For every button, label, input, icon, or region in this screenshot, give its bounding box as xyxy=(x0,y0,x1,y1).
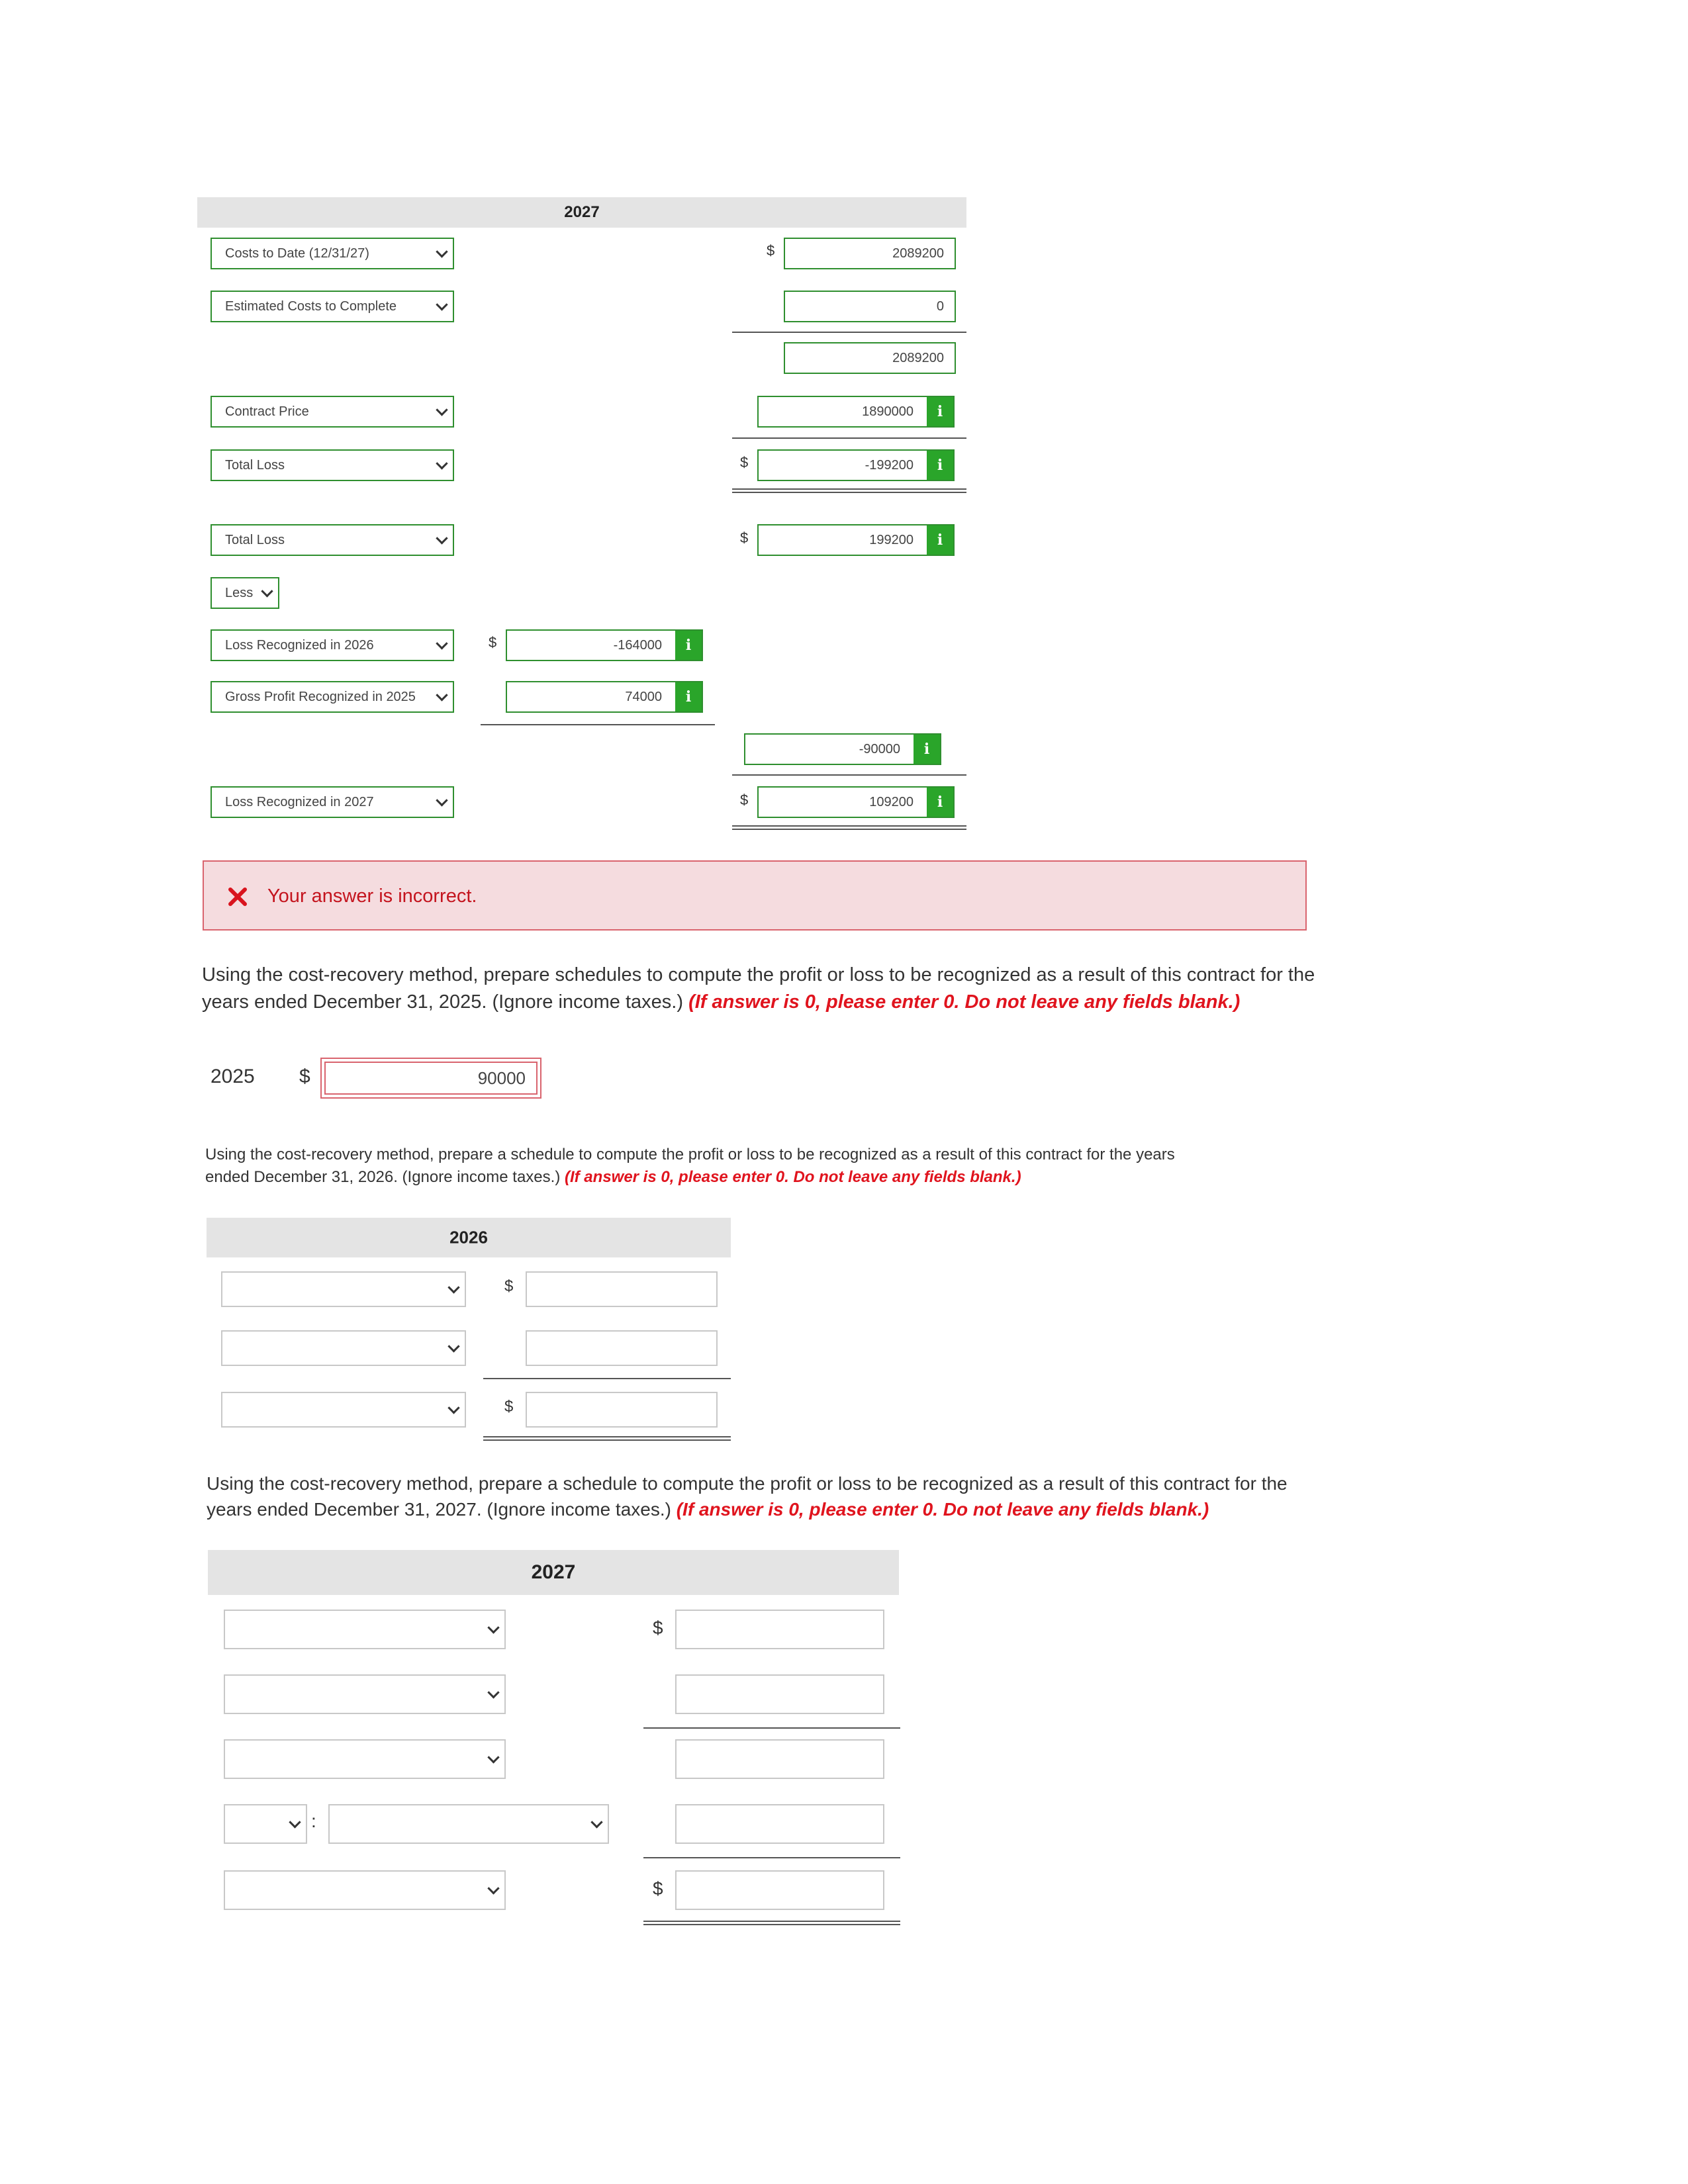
value-input-total-loss[interactable] xyxy=(757,449,955,481)
answer-input-2025-outline xyxy=(320,1058,541,1099)
double-underline-rule xyxy=(732,825,966,830)
double-underline-rule xyxy=(483,1436,731,1441)
input-value: -199200 xyxy=(865,457,914,473)
row-label-select-total-loss[interactable] xyxy=(211,449,454,481)
row-select-2026-1[interactable] xyxy=(221,1271,466,1307)
info-icon[interactable]: i xyxy=(927,788,953,817)
instruction-note: (If answer is 0, please enter 0. Do not leave any fields blank.) xyxy=(688,991,1241,1013)
subtotal-rule xyxy=(643,1727,900,1729)
value-input-loss-2026[interactable] xyxy=(506,629,703,661)
currency-symbol: $ xyxy=(740,454,749,471)
amount-input-2026-2[interactable] xyxy=(526,1330,718,1366)
instruction-2025 xyxy=(202,962,1321,1015)
instruction-note: (If answer is 0, please enter 0. Do not leave any fields blank.) xyxy=(564,1167,1021,1186)
subtotal-rule xyxy=(732,774,966,776)
select-value: Estimated Costs to Complete xyxy=(225,298,397,314)
chevron-down-icon xyxy=(436,794,447,806)
instruction-2027 xyxy=(207,1471,1332,1522)
chevron-down-icon xyxy=(436,532,447,544)
input-value: 109200 xyxy=(869,794,914,809)
amount-input-2027-4[interactable] xyxy=(675,1804,884,1844)
amount-input-2026-3[interactable] xyxy=(526,1392,718,1428)
double-underline-rule xyxy=(732,488,966,493)
value-input-costs-to-date[interactable] xyxy=(784,238,956,269)
currency-symbol: $ xyxy=(299,1066,310,1087)
amount-input-2027-2[interactable] xyxy=(675,1674,884,1714)
currency-symbol: $ xyxy=(489,634,497,651)
input-value: 2089200 xyxy=(892,350,944,365)
select-value: Total Loss xyxy=(225,457,285,473)
info-icon[interactable]: i xyxy=(675,631,702,660)
info-icon[interactable]: i xyxy=(927,397,953,426)
row-select-2027-2[interactable] xyxy=(224,1674,506,1714)
input-value: 74000 xyxy=(625,689,662,704)
row-select-2027-3[interactable] xyxy=(224,1739,506,1779)
column-header-year: 2027 xyxy=(531,1561,576,1583)
subtotal-input-total-costs[interactable] xyxy=(784,342,956,374)
chevron-down-icon xyxy=(590,1816,602,1828)
select-value: Total Loss xyxy=(225,532,285,547)
currency-symbol: $ xyxy=(653,1617,663,1638)
info-icon[interactable]: i xyxy=(675,682,702,711)
row-select-2027-1[interactable] xyxy=(224,1610,506,1649)
chevron-down-icon xyxy=(487,1621,499,1633)
chevron-down-icon xyxy=(289,1816,301,1828)
table-header-2027-top xyxy=(197,197,966,228)
row-label-select-contract-price[interactable] xyxy=(211,396,454,428)
chevron-down-icon xyxy=(436,298,447,310)
amount-input-2027-1[interactable] xyxy=(675,1610,884,1649)
feedback-message: Your answer is incorrect. xyxy=(267,886,477,907)
instruction-text: Using the cost-recovery method, prepare a schedule to compute the profit or loss to be recognized as a result of this contract for the years ended December 31, 2027. (Ignore income taxes.) xyxy=(207,1473,1288,1520)
table-header-2026 xyxy=(207,1218,731,1257)
answer-input-2025[interactable] xyxy=(324,1062,538,1095)
input-value: 199200 xyxy=(869,532,914,547)
select-value: Costs to Date (12/31/27) xyxy=(225,246,369,261)
separator-colon: : xyxy=(311,1811,316,1831)
row-select-2027-5[interactable] xyxy=(224,1870,506,1910)
chevron-down-icon xyxy=(436,457,447,469)
row-label-select-estimated-costs[interactable] xyxy=(211,291,454,322)
chevron-down-icon xyxy=(447,1402,459,1414)
input-value: 1890000 xyxy=(862,404,914,419)
currency-symbol: $ xyxy=(504,1398,514,1416)
info-icon[interactable]: i xyxy=(927,525,953,555)
chevron-down-icon xyxy=(436,404,447,416)
currency-symbol: $ xyxy=(767,242,775,259)
subtotal-rule xyxy=(643,1857,900,1858)
row-select-2026-3[interactable] xyxy=(221,1392,466,1428)
instruction-text: Using the cost-recovery method, prepare schedules to compute the profit or loss to be recognized as a result of this contract for the years ended December 31, 2025. (Ignore income taxes.) xyxy=(202,964,1315,1013)
amount-input-2026-1[interactable] xyxy=(526,1271,718,1307)
row-label-select-loss-2027[interactable] xyxy=(211,786,454,818)
info-icon[interactable]: i xyxy=(927,451,953,480)
value-input-estimated-costs[interactable] xyxy=(784,291,956,322)
x-icon xyxy=(228,887,248,907)
double-underline-rule xyxy=(643,1921,900,1925)
currency-symbol: $ xyxy=(653,1878,663,1899)
select-value: Gross Profit Recognized in 2025 xyxy=(225,689,416,704)
currency-symbol: $ xyxy=(504,1277,514,1295)
row-select-2026-2[interactable] xyxy=(221,1330,466,1366)
info-icon[interactable]: i xyxy=(914,735,940,764)
value-input-contract-price[interactable] xyxy=(757,396,955,428)
feedback-banner xyxy=(203,860,1307,931)
prefix-select-2027-4[interactable] xyxy=(224,1804,307,1844)
amount-input-2027-3[interactable] xyxy=(675,1739,884,1779)
chevron-down-icon xyxy=(447,1340,459,1352)
input-value: 0 xyxy=(936,298,944,314)
select-value: Contract Price xyxy=(225,404,309,419)
chevron-down-icon xyxy=(436,246,447,257)
column-header-year: 2027 xyxy=(564,203,600,221)
row-select-2027-4[interactable] xyxy=(328,1804,609,1844)
chevron-down-icon xyxy=(487,1882,499,1894)
column-header-year: 2026 xyxy=(449,1227,488,1248)
value-input-loss-2027[interactable] xyxy=(757,786,955,818)
select-value: Less xyxy=(225,585,254,600)
table-header-2027-bottom xyxy=(208,1550,899,1595)
chevron-down-icon xyxy=(436,637,447,649)
value-input-gross-profit-2025[interactable] xyxy=(506,681,703,713)
chevron-down-icon xyxy=(261,585,273,597)
row-label-select-loss-2026[interactable] xyxy=(211,629,454,661)
select-value: Loss Recognized in 2026 xyxy=(225,637,374,653)
input-value: 90000 xyxy=(477,1068,526,1088)
row-label-select-gross-profit-2025[interactable] xyxy=(211,681,454,713)
subtotal-rule xyxy=(732,437,966,439)
input-value: -164000 xyxy=(613,637,662,653)
select-value: Loss Recognized in 2027 xyxy=(225,794,374,809)
chevron-down-icon xyxy=(447,1281,459,1293)
year-label-2025: 2025 xyxy=(211,1066,255,1087)
chevron-down-icon xyxy=(487,1686,499,1698)
subtotal-input-prior-recognized[interactable] xyxy=(744,733,941,765)
less-select[interactable] xyxy=(211,577,279,609)
currency-symbol: $ xyxy=(740,529,749,546)
value-input-total-loss-2[interactable] xyxy=(757,524,955,556)
subtotal-rule xyxy=(483,1378,731,1379)
amount-input-2027-5[interactable] xyxy=(675,1870,884,1910)
subtotal-rule xyxy=(732,332,966,333)
instruction-text: Using the cost-recovery method, prepare a schedule to compute the profit or loss to be recognized as a result of this contract for the years ended December 31, 2026. (Ignore income taxes.) xyxy=(205,1146,1175,1186)
input-value: 2089200 xyxy=(892,246,944,261)
chevron-down-icon xyxy=(436,689,447,701)
chevron-down-icon xyxy=(487,1751,499,1763)
subtotal-rule xyxy=(481,724,715,725)
row-label-select-costs-to-date[interactable] xyxy=(211,238,454,269)
currency-symbol: $ xyxy=(740,792,749,808)
row-label-select-total-loss-2[interactable] xyxy=(211,524,454,556)
instruction-2026 xyxy=(205,1144,1198,1188)
input-value: -90000 xyxy=(859,741,900,756)
instruction-note: (If answer is 0, please enter 0. Do not leave any fields blank.) xyxy=(676,1499,1209,1520)
